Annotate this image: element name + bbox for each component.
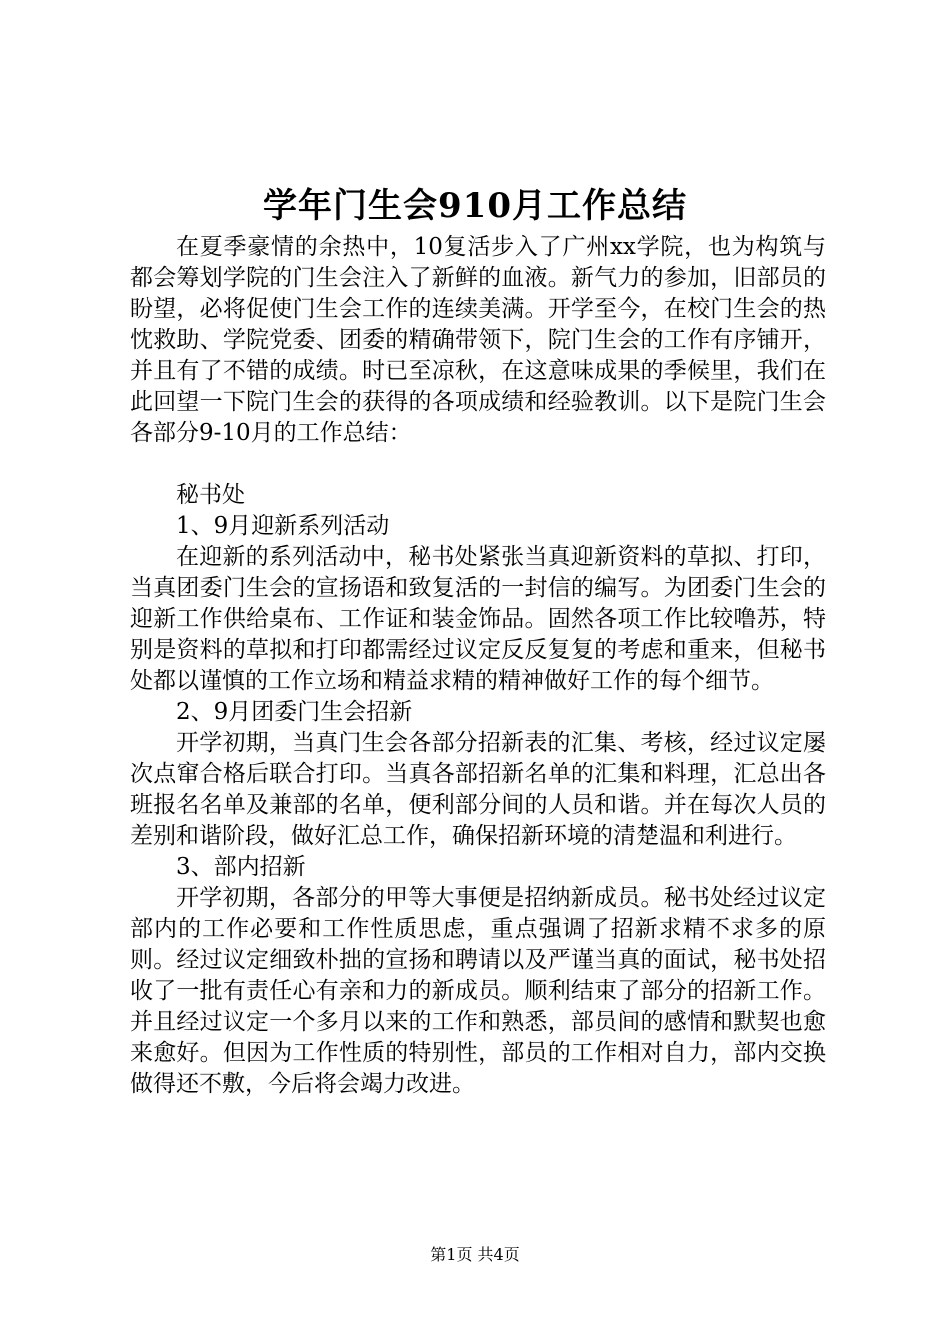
item-paragraph-2: 开学初期，当真门生会各部分招新表的汇集、考核，经过议定屡次点窜合格后联合打印。当真各部招新名单的汇集和料理，汇总出各班报名名单及兼部的名单，便利部分间的人员和谐。并在每次人员的差别和谐阶段，做好汇总工作，确保招新环境的清楚温和利进行。 xyxy=(130,730,826,849)
item-paragraph-1: 在迎新的系列活动中，秘书处紧张当真迎新资料的草拟、打印，当真团委门生会的宣扬语和致复活的一封信的编写。为团委门生会的迎新工作供给桌布、工作证和装金饰品。固然各项工作比较噜苏，特别是资料的草拟和打印都需经过议定反反复复的考虑和重来，但秘书处都以谨慎的工作立场和精益求精的精神做好工作的每个细节。 xyxy=(130,544,826,694)
page-number-footer: 第1页 共4页 xyxy=(430,1245,520,1264)
item-paragraph-3: 开学初期，各部分的甲等大事便是招纳新成员。秘书处经过议定部内的工作必要和工作性质思虑，重点强调了招新求精不求多的原则。经过议定细致朴拙的宣扬和聘请以及严谨当真的面试，秘书处招收了一批有责任心有亲和力的新成员。顺利结束了部分的招新工作。并且经过议定一个多月以来的工作和熟悉，部员间的感情和默契也愈来愈好。但因为工作性质的特别性，部员的工作相对自力，部内交换做得还不敷，今后将会竭力改进。 xyxy=(130,885,826,1097)
section-heading-secretariat: 秘书处 xyxy=(176,482,245,508)
document-title: 学年门生会910月工作总结 xyxy=(263,186,687,226)
document-body xyxy=(130,232,826,1100)
intro-paragraph: 在夏季豪情的余热中，10复活步入了广州xx学院，也为构筑与都会筹划学院的门生会注入了新鲜的血液。新气力的参加，旧部员的盼望，必将促使门生会工作的连续美满。开学至今，在校门生会的热忱救助、学院党委、团委的精确带领下，院门生会的工作有序铺开，并且有了不错的成绩。时已至凉秋，在这意味成果的季候里，我们在此回望一下院门生会的获得的各项成绩和经验教训。以下是院门生会各部分9-10月的工作总结： xyxy=(130,234,826,446)
item-heading-3: 3、部内招新 xyxy=(176,854,306,880)
item-heading-2: 2、9月团委门生会招新 xyxy=(176,699,413,725)
item-heading-1: 1、9月迎新系列活动 xyxy=(176,513,390,539)
